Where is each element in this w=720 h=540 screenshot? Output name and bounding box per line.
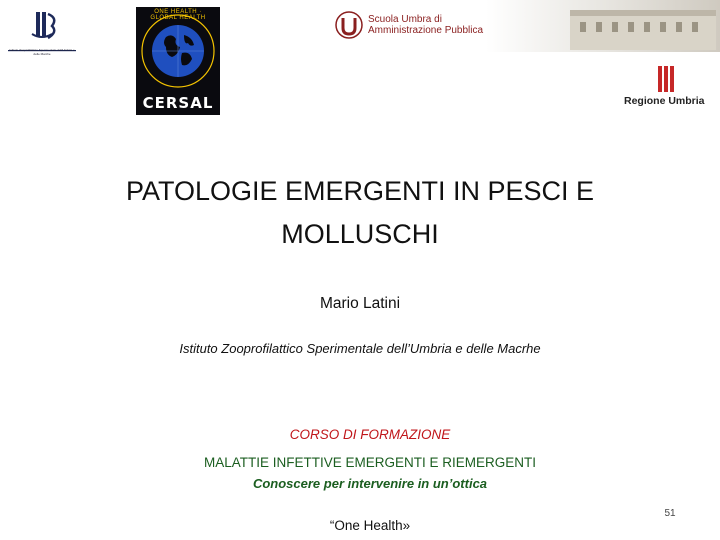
- regione-umbria-label: Regione Umbria: [624, 95, 705, 107]
- scuola-umbra-label: [368, 14, 483, 36]
- author: Mario Latini: [319, 295, 401, 312]
- course-subtitle: Conoscere per intervenire in un’ottica: [252, 476, 488, 491]
- cersal-ring-text: ONE HEALTH · GLOBAL HEALTH: [150, 9, 206, 21]
- course-label: CORSO DI FORMAZIONE: [289, 427, 451, 442]
- slide-title-line2: MOLLUSCHI: [281, 219, 439, 249]
- course-title: MALATTIE INFETTIVE EMERGENTI E RIEMERGENTI: [203, 455, 537, 470]
- building-photo: [560, 2, 716, 50]
- cersal-label: CERSAL: [142, 94, 214, 112]
- slide-title: [60, 170, 660, 256]
- scuola-umbra-logo-icon: [334, 10, 364, 40]
- scuola-umbra-line2: Amministrazione Pubblica: [368, 25, 484, 36]
- page-number: 51: [664, 508, 676, 519]
- scuola-umbra-line1: Scuola Umbra di: [368, 14, 442, 25]
- regione-umbria-emblem-icon: [658, 66, 674, 92]
- institute: Istituto Zooprofilattico Sperimentale dell’Umbria e delle Macrhe: [179, 341, 541, 356]
- slide-title-line1: PATOLOGIE EMERGENTI IN PESCI E: [125, 176, 595, 206]
- one-health-label: “One Health»: [329, 518, 411, 533]
- izs-caption: Istituto Zooprofilattico Sperimentale dell'Umbria e delle Marche: [9, 48, 75, 56]
- izs-logo: [6, 6, 78, 66]
